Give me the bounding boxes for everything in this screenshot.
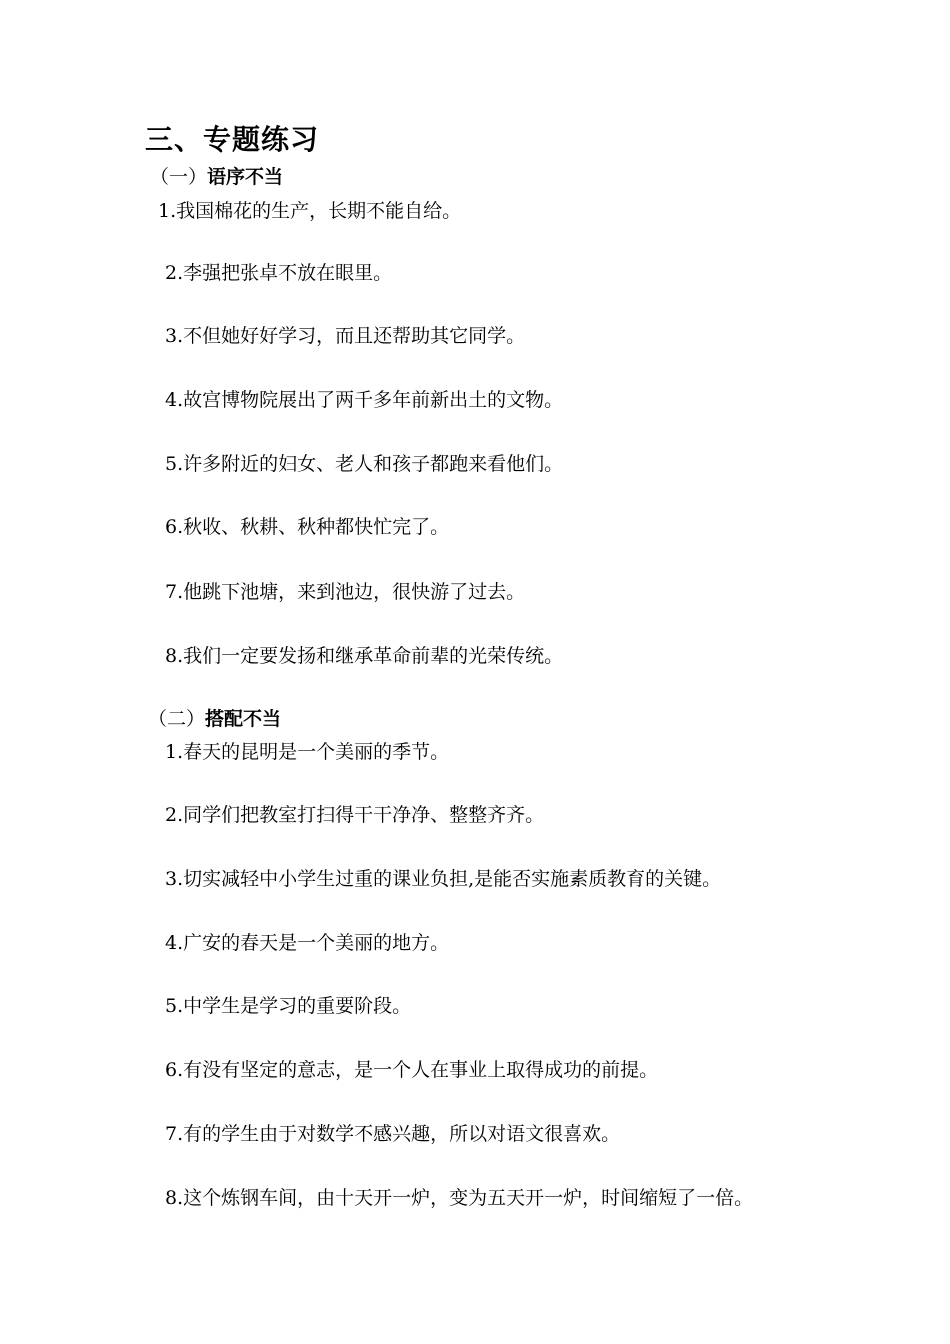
exercise-item: 5.许多附近的妇女、老人和孩子都跑来看他们。 (165, 453, 564, 475)
section-label: 搭配不当 (205, 708, 282, 730)
exercise-item: 7.有的学生由于对数学不感兴趣，所以对语文很喜欢。 (165, 1123, 621, 1145)
exercise-item: 1.春天的昆明是一个美丽的季节。 (165, 741, 450, 763)
exercise-item: 3.不但她好好学习，而且还帮助其它同学。 (165, 325, 526, 347)
exercise-item: 8.这个炼钢车间，由十天开一炉，变为五天开一炉，时间缩短了一倍。 (165, 1187, 754, 1209)
exercise-item: 7.他跳下池塘，来到池边，很快游了过去。 (165, 581, 526, 603)
exercise-item: 5.中学生是学习的重要阶段。 (165, 995, 412, 1017)
exercise-item: 8.我们一定要发扬和继承革命前辈的光荣传统。 (165, 645, 564, 667)
exercise-item: 2.同学们把教室打扫得干干净净、整整齐齐。 (165, 804, 545, 826)
exercise-item: 2.李强把张卓不放在眼里。 (165, 262, 393, 284)
section-number: （一） (150, 166, 208, 188)
exercise-item: 6.有没有坚定的意志，是一个人在事业上取得成功的前提。 (165, 1059, 659, 1081)
exercise-item: 6.秋收、秋耕、秋种都快忙完了。 (165, 516, 450, 538)
section-heading-collocation (148, 704, 281, 731)
section-number: （二） (148, 708, 206, 730)
exercise-item: 1.我国棉花的生产，长期不能自给。 (158, 200, 462, 222)
exercise-item: 4.广安的春天是一个美丽的地方。 (165, 932, 450, 954)
section-label: 语序不当 (207, 166, 284, 188)
page-title: 三、专题练习 (145, 123, 320, 156)
exercise-item: 4.故宫博物院展出了两千多年前新出土的文物。 (165, 389, 564, 411)
exercise-item: 3.切实减轻中小学生过重的课业负担,是能否实施素质教育的关键。 (165, 868, 722, 890)
section-heading-word-order (150, 162, 283, 189)
